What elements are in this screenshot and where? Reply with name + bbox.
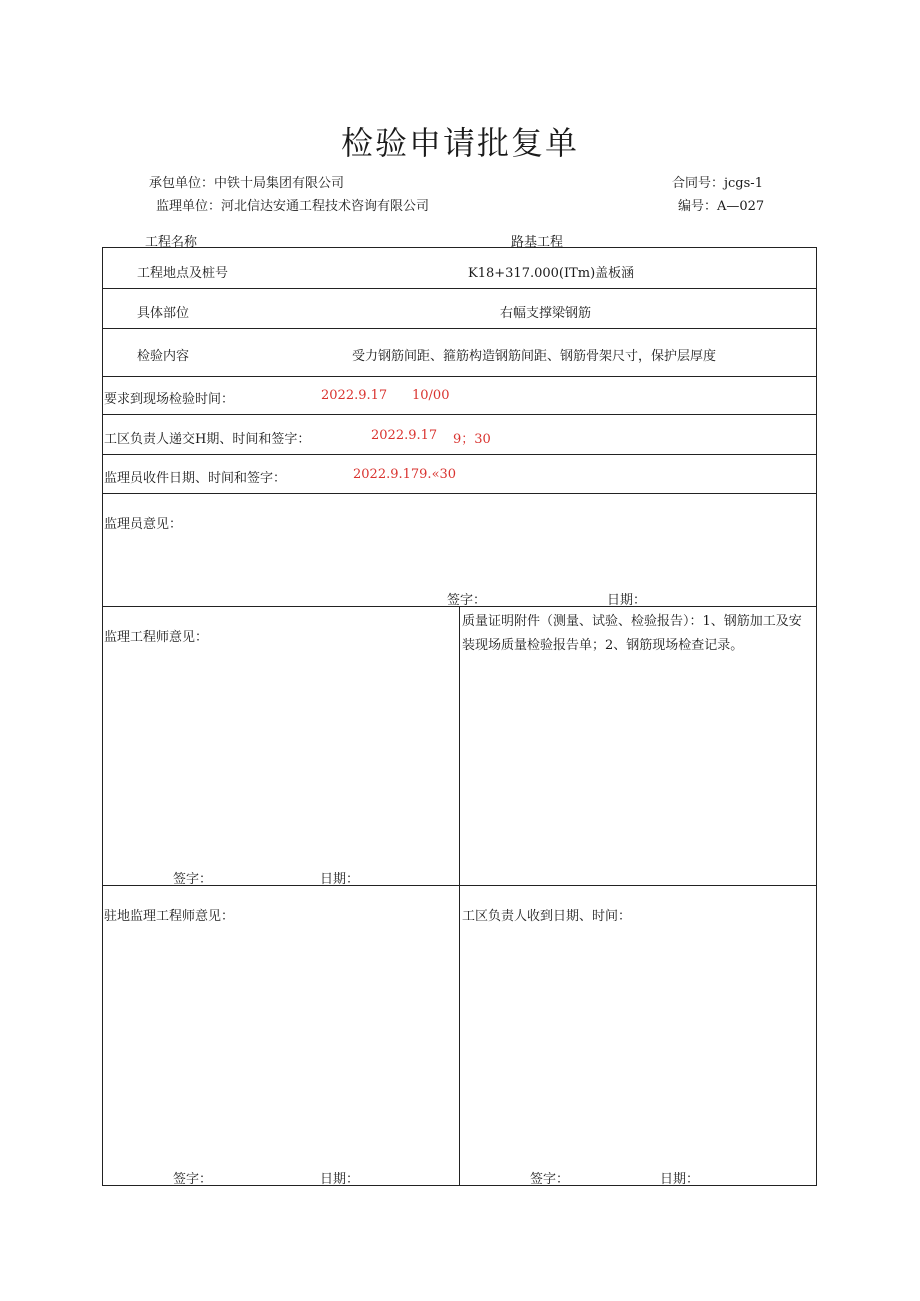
engineer-sign-label: 签字： bbox=[173, 872, 213, 887]
quality-attachments-text: 质量证明附件（测量、试验、检验报告）：1、钢筋加工及安装现场质量检验报告单；2、钢筋现场检查记录。 bbox=[462, 614, 802, 653]
receive-value: 2022.9.179.«30 bbox=[353, 467, 457, 482]
project-name-value: 路基工程 bbox=[511, 235, 564, 250]
submit-label: 工区负责人递交H期、时间和签字： bbox=[104, 432, 311, 447]
inspector-date-label: 日期： bbox=[607, 593, 647, 608]
resident-engineer-label: 驻地监理工程师意见： bbox=[104, 909, 235, 924]
inspector-sign-label: 签字： bbox=[447, 593, 487, 608]
content-value: 受力钢筋间距、箍筋构造钢筋间距、钢筋骨架尺寸，保护层厚度 bbox=[352, 349, 717, 364]
column-divider bbox=[459, 606, 460, 1185]
supervisor-label: 监理单位： bbox=[156, 199, 222, 214]
row-divider bbox=[103, 288, 816, 289]
row-divider bbox=[103, 376, 816, 377]
resident-date-label: 日期： bbox=[320, 1172, 360, 1187]
submit-time: 9；30 bbox=[453, 432, 491, 447]
receive-label: 监理员收件日期、时间和签字： bbox=[104, 471, 287, 486]
content-label: 检验内容 bbox=[137, 349, 190, 364]
contractor-label: 承包单位： bbox=[149, 176, 215, 191]
workarea-receipt-label: 工区负责人收到日期、时间： bbox=[462, 909, 632, 924]
inspector-opinion-label: 监理员意见： bbox=[104, 517, 183, 532]
row-divider bbox=[103, 414, 816, 415]
part-label: 具体部位 bbox=[137, 306, 190, 321]
contractor-value: 中铁十局集团有限公司 bbox=[214, 176, 345, 191]
contract-number: 合同号：jcgs-1 bbox=[672, 176, 763, 191]
project-name-label: 工程名称 bbox=[145, 235, 198, 250]
request-time-label: 要求到现场检验时间： bbox=[104, 392, 235, 407]
serial-number: 编号：A—027 bbox=[678, 199, 765, 214]
location-label: 工程地点及桩号 bbox=[137, 266, 229, 281]
engineer-opinion-label: 监理工程师意见： bbox=[104, 630, 209, 645]
workarea-date-label: 日期： bbox=[660, 1172, 700, 1187]
supervisor-value: 河北信达安通工程技术咨询有限公司 bbox=[221, 199, 430, 214]
resident-sign-label: 签字： bbox=[173, 1172, 213, 1187]
row-divider bbox=[103, 493, 816, 494]
request-date: 2022.9.17 bbox=[321, 388, 388, 403]
document-title: 检验申请批复单 bbox=[340, 124, 579, 162]
submit-date: 2022.9.17 bbox=[371, 428, 438, 443]
row-divider bbox=[103, 454, 816, 455]
location-value: K18+317.000(ITm)盖板涵 bbox=[468, 266, 635, 281]
row-divider bbox=[103, 328, 816, 329]
part-value: 右幅支撑梁钢筋 bbox=[500, 306, 592, 321]
workarea-sign-label: 签字： bbox=[530, 1172, 570, 1187]
engineer-date-label: 日期： bbox=[320, 872, 360, 887]
supervisor-line bbox=[156, 195, 429, 214]
contractor-line bbox=[149, 172, 344, 191]
inspection-form-table bbox=[102, 247, 817, 1186]
request-time: 10/00 bbox=[412, 388, 450, 403]
